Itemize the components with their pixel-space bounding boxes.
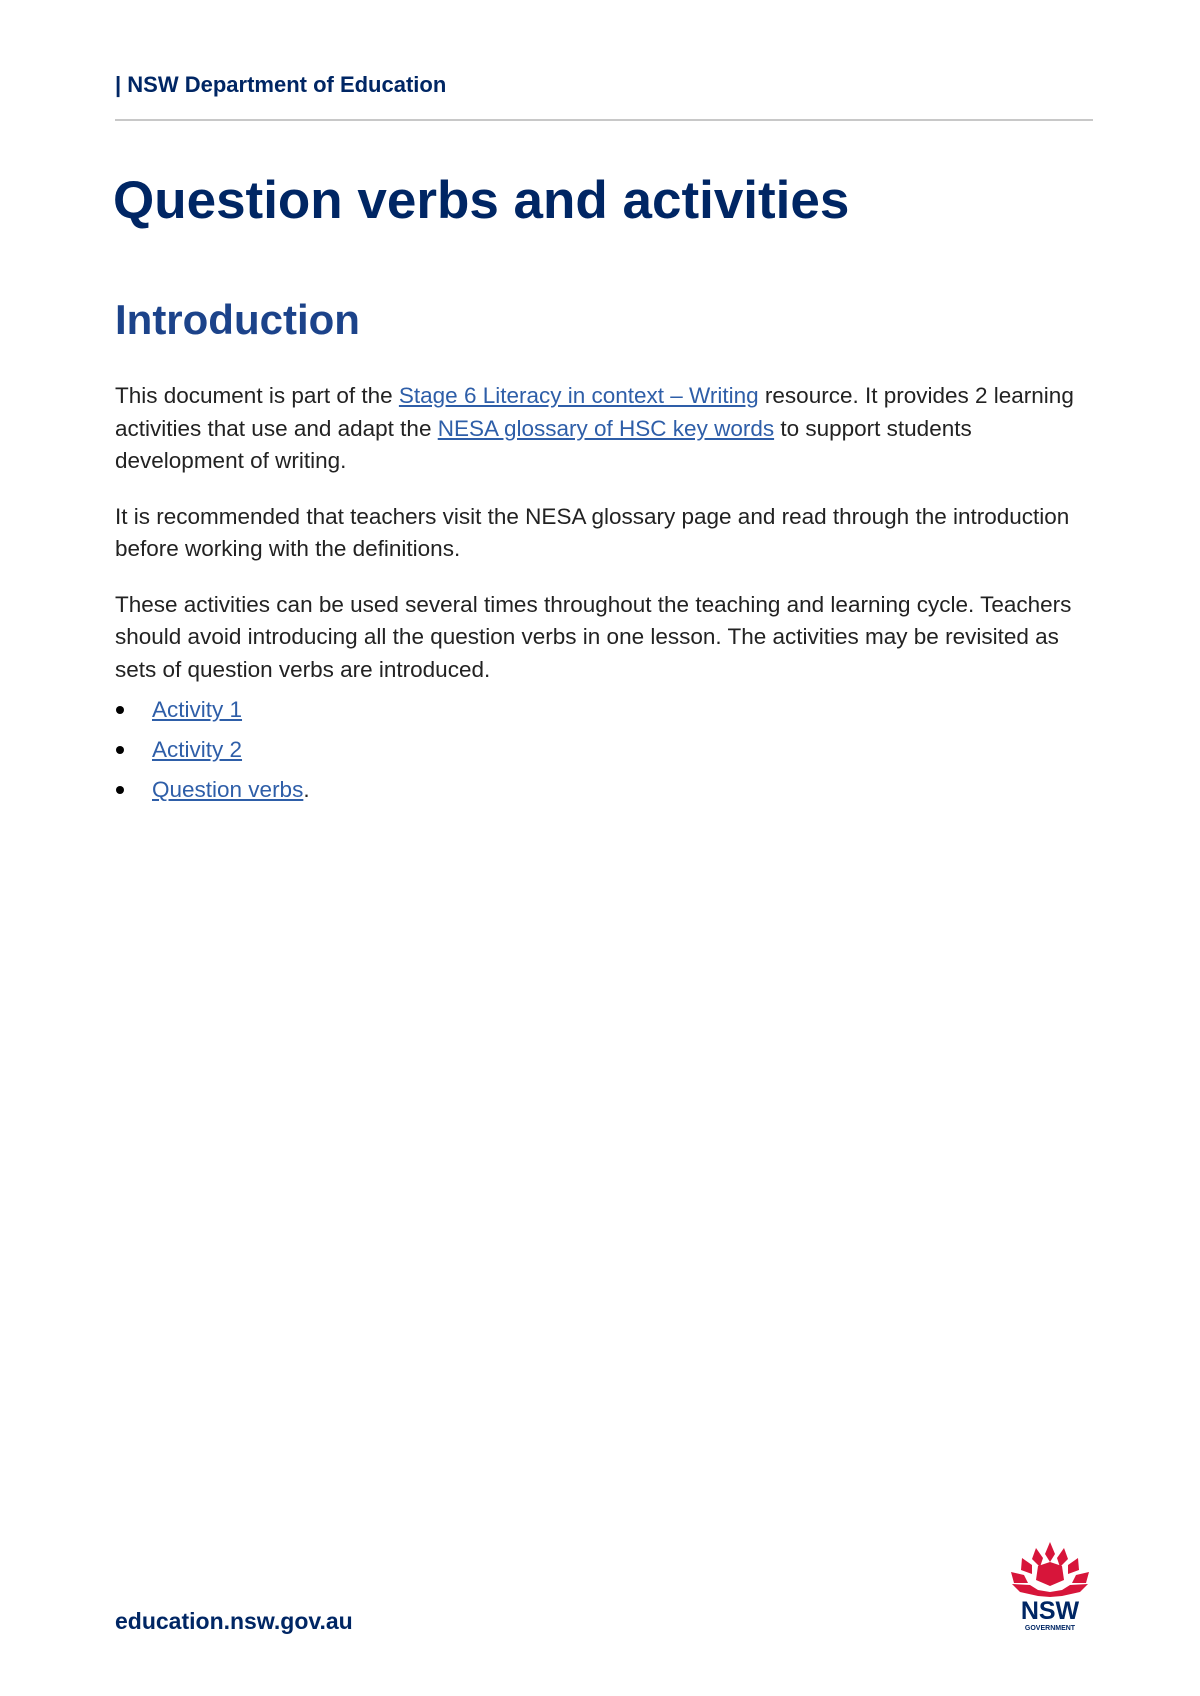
- bullet-icon: [116, 786, 124, 794]
- nsw-government-logo: [1008, 1540, 1092, 1632]
- bullet-icon: [116, 706, 124, 714]
- activity-2-link[interactable]: Activity 2: [152, 737, 243, 762]
- list-item: [115, 734, 1095, 774]
- intro-text-2: resource. It provides 2 learning activities that use and adapt the: [115, 383, 1074, 441]
- bullet-icon: [116, 746, 124, 754]
- list-item-suffix: .: [303, 777, 310, 802]
- question-verbs-link[interactable]: Question verbs: [152, 777, 304, 802]
- activity-link-list: [115, 694, 1095, 814]
- list-item: [115, 694, 1095, 734]
- recommendation-paragraph: It is recommended that teachers visit the NESA glossary page and read through the introduction before working with the definitions.: [115, 503, 1070, 561]
- section-heading: Introduction: [115, 296, 360, 343]
- intro-paragraph: [115, 380, 1095, 478]
- footer-url: education.nsw.gov.au: [115, 1608, 353, 1634]
- intro-text-3: to support students development of writing.: [115, 415, 972, 473]
- document-body: [115, 380, 1095, 814]
- waratah-icon: [1011, 1542, 1089, 1597]
- document-header: | NSW Department of Education: [115, 72, 447, 97]
- nesa-glossary-link[interactable]: NESA glossary of HSC key words: [437, 415, 775, 441]
- header-divider: [115, 119, 1093, 121]
- page-title: Question verbs and activities: [113, 171, 850, 230]
- intro-text-1: This document is part of the: [115, 383, 399, 408]
- logo-wordmark: NSW: [1020, 1597, 1080, 1625]
- logo-subtext: GOVERNMENT: [1024, 1625, 1076, 1632]
- usage-paragraph: These activities can be used several times throughout the teaching and learning cycle. Teachers should avoid introducing all the question verbs in one lesson. The activities may be revisited as sets of question verbs are introduced.: [115, 591, 1072, 682]
- activity-1-link[interactable]: Activity 1: [152, 697, 243, 722]
- list-item: [115, 774, 1095, 814]
- stage6-literacy-link[interactable]: Stage 6 Literacy in context – Writing: [398, 383, 759, 408]
